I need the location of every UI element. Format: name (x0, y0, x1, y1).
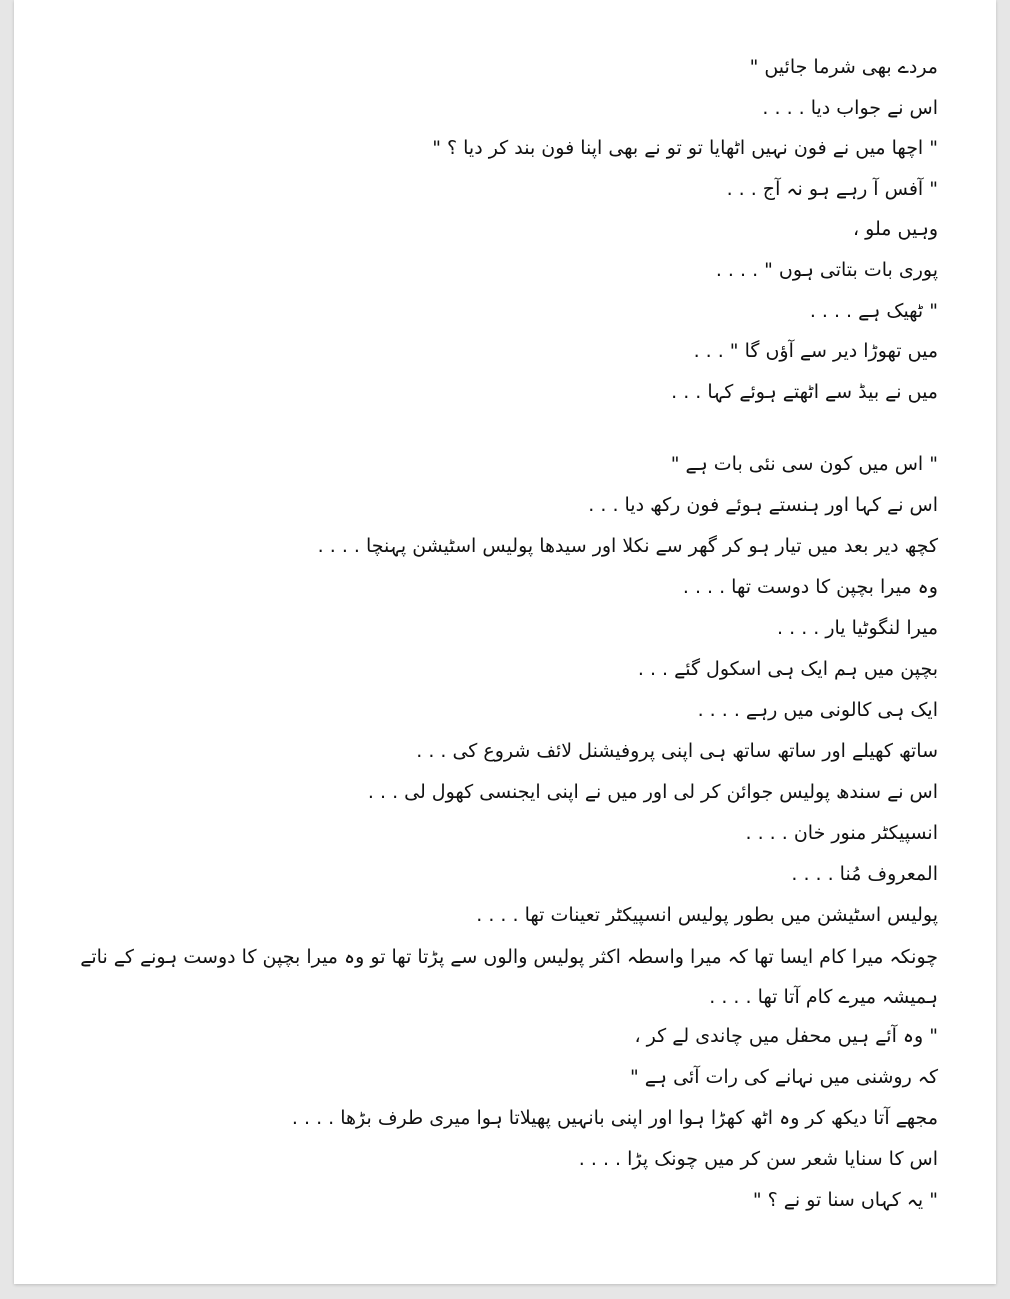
text-line: وہ میرا بچپن کا دوست تھا . . . . (682, 576, 938, 598)
text-line: انسپیکٹر منور خان . . . . (745, 822, 938, 844)
text-line: " آفس آ رہے ہو نہ آج . . . (726, 177, 938, 200)
text-line: ساتھ کھیلے اور ساتھ ساتھ ہی اپنی پروفیشنل لائف شروع کی . . . (416, 740, 938, 762)
document-page (14, 0, 996, 1284)
text-line: پولیس اسٹیشن میں بطور پولیس انسپیکٹر تعینات تھا . . . . (476, 904, 938, 926)
text-line: بچپن میں ہم ایک ہی اسکول گئے . . . (637, 658, 938, 680)
text-line: میرا لنگوٹیا یار . . . . (777, 617, 938, 639)
text-line: " ٹھیک ہے . . . . (809, 299, 938, 322)
text-line: " اس میں کون سی نئی بات ہے " (670, 453, 938, 475)
text-line: کہ روشنی میں نہانے کی رات آئی ہے " (630, 1066, 938, 1088)
text-section-2 (58, 455, 938, 1232)
text-line: میں نے بیڈ سے اٹھتے ہوئے کہا . . . (671, 380, 938, 403)
text-section-1 (58, 58, 938, 423)
text-line: وہیں ملو ، (853, 218, 938, 241)
text-line: اس نے کہا اور ہنستے ہوئے فون رکھ دیا . . . (588, 494, 938, 516)
text-line: میں تھوڑا دیر سے آؤں گا " . . . (693, 340, 938, 363)
text-line: " اچھا میں نے فون نہیں اٹھایا تو تو نے بھی اپنا فون بند کر دیا ؟ " (432, 137, 938, 160)
text-line: اس کا سنایا شعر سن کر میں چونک پڑا . . . . (578, 1148, 938, 1170)
text-line: " وہ آئے ہیں محفل میں چاندی لے کر ، (634, 1025, 938, 1047)
text-line: المعروف مُنا . . . . (791, 863, 938, 885)
text-line-wrapped: چونکہ میرا کام ایسا تھا کہ میرا واسطہ اکثر پولیس والوں سے پڑتا تھا تو وہ میرا بچپن کا دوست ہونے کے ناتے ہمیشہ میرے کام آتا تھا . . . . (80, 946, 938, 1008)
text-line: مجھے آتا دیکھ کر وہ اٹھ کھڑا ہوا اور اپنی بانہیں پھیلاتا ہوا میری طرف بڑھا . . . . (291, 1107, 938, 1129)
text-line: ایک ہی کالونی میں رہے . . . . (697, 699, 938, 721)
text-line: اس نے جواب دیا . . . . (762, 96, 938, 119)
text-line: " یہ کہاں سنا تو نے ؟ " (752, 1189, 938, 1211)
text-line: کچھ دیر بعد میں تیار ہو کر گھر سے نکلا اور سیدھا پولیس اسٹیشن پہنچا . . . . (317, 535, 938, 557)
text-line: مردے بھی شرما جائیں " (749, 56, 938, 78)
text-line: پوری بات بتاتی ہوں " . . . . (715, 258, 938, 281)
text-line: اس نے سندھ پولیس جوائن کر لی اور میں نے اپنی ایجنسی کھول لی . . . (367, 781, 938, 803)
